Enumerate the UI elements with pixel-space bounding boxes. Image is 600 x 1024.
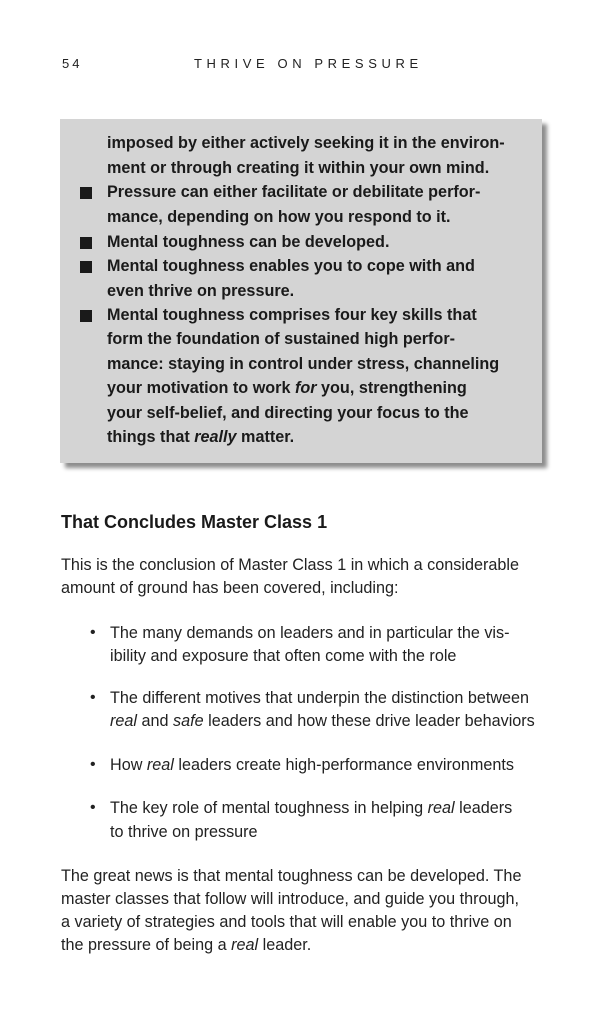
bullet-line: ibility and exposure that often come with the role <box>110 647 457 665</box>
box-line: mance: staying in control under stress, channeling <box>107 355 500 373</box>
box-line: even thrive on pressure. <box>107 282 295 300</box>
closing-line: the pressure of being a real leader. <box>61 936 312 954</box>
bullet-dot-icon: • <box>90 799 96 816</box>
book-title: THRIVE ON PRESSURE <box>194 56 423 71</box>
closing-line: The great news is that mental toughness can be developed. The <box>61 867 522 885</box>
closing-line: master classes that follow will introduce, and guide you through, <box>61 890 519 908</box>
bullet-dot-icon: • <box>90 689 96 706</box>
box-line: form the foundation of sustained high perfor- <box>107 330 456 348</box>
square-bullet-icon <box>80 187 92 199</box>
bullet-line: real and safe leaders and how these drive leader behaviors <box>110 712 535 730</box>
box-line: Mental toughness enables you to cope with and <box>107 257 475 275</box>
box-line: imposed by either actively seeking it in the environ- <box>107 134 505 152</box>
bullet-dot-icon: • <box>90 756 96 773</box>
square-bullet-icon <box>80 237 92 249</box>
section-heading: That Concludes Master Class 1 <box>61 512 328 532</box>
bullet-line: The many demands on leaders and in particular the vis- <box>110 624 510 642</box>
intro-line: This is the conclusion of Master Class 1 in which a considerable <box>61 556 519 574</box>
box-line: Mental toughness can be developed. <box>107 233 390 251</box>
bullet-line: How real leaders create high-performance environments <box>110 756 515 774</box>
square-bullet-icon <box>80 261 92 273</box>
box-line: Mental toughness comprises four key skills that <box>107 306 477 324</box>
bullet-line: The different motives that underpin the distinction between <box>110 689 530 707</box>
closing-line: a variety of strategies and tools that will enable you to thrive on <box>61 913 512 931</box>
bullet-line: to thrive on pressure <box>110 823 258 841</box>
box-line: mance, depending on how you respond to it. <box>107 208 451 226</box>
square-bullet-icon <box>80 310 92 322</box>
box-line: your motivation to work for you, strengthening <box>107 379 467 397</box>
bullet-dot-icon: • <box>90 624 96 641</box>
page-number: 54 <box>62 56 83 71</box>
bullet-line: The key role of mental toughness in helping real leaders <box>110 799 513 817</box>
summary-box <box>60 119 542 463</box>
box-line: your self-belief, and directing your focus to the <box>107 404 469 422</box>
box-line: Pressure can either facilitate or debilitate perfor- <box>107 183 481 201</box>
intro-line: amount of ground has been covered, including: <box>61 579 399 597</box>
running-head <box>62 56 552 76</box>
box-line: things that really matter. <box>107 428 295 446</box>
box-line: ment or through creating it within your own mind. <box>107 159 490 177</box>
